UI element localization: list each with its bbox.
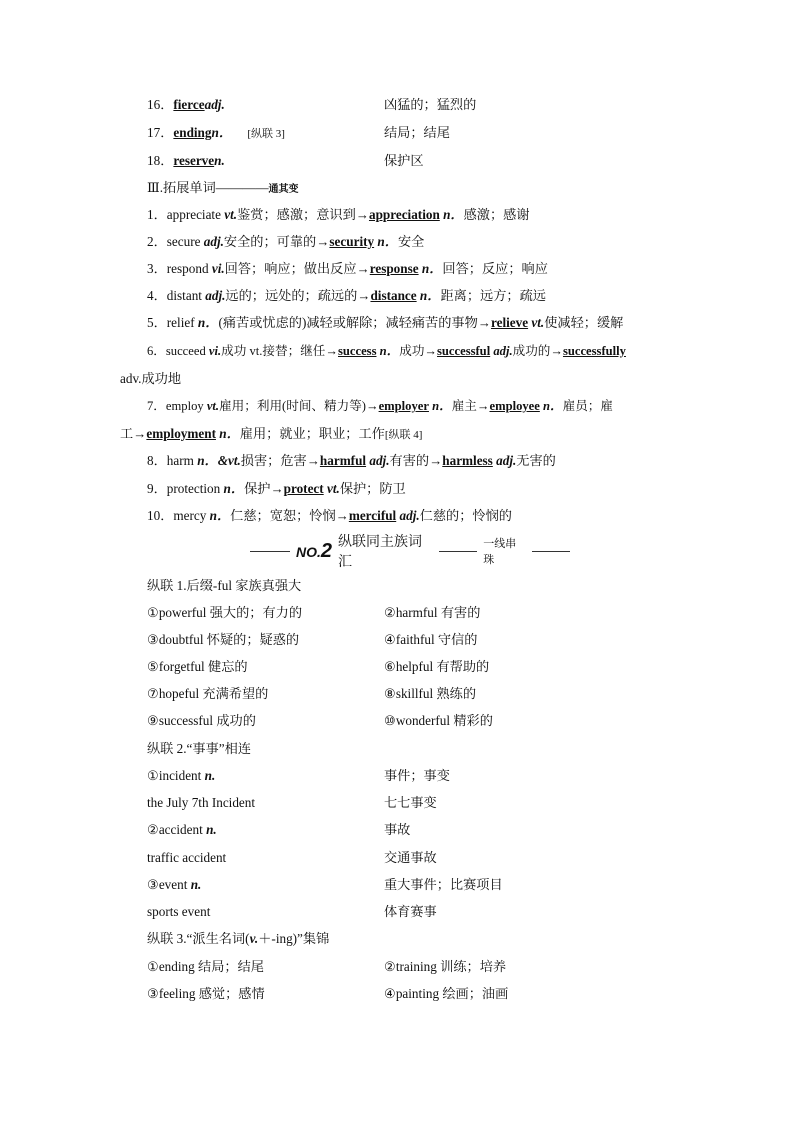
expand-item-7-cont <box>120 425 422 444</box>
derived-word: security <box>329 234 375 249</box>
word-meaning-16: 凶猛的；猛烈的 <box>384 97 477 112</box>
list-item: ④faithful 守信的 <box>384 632 478 647</box>
meaning: (痛苦或忧虑的)减轻或解除；减轻痛苦的事物→ <box>218 315 491 330</box>
meaning: 安全 <box>397 234 425 249</box>
part-of-speech: vt. <box>323 481 340 496</box>
part-of-speech: n． <box>211 125 233 140</box>
list-item-meaning: 事故 <box>384 822 411 837</box>
vocab-word: reserve <box>173 153 215 168</box>
list-item: ⑦hopeful 充满希望的 <box>147 686 269 701</box>
link-tag: [纵联 3] <box>247 128 285 140</box>
heading-part: 纵联 3.“派生名词( <box>147 931 250 946</box>
list-item-meaning: 体育赛事 <box>384 904 437 919</box>
expand-item-1 <box>147 206 530 224</box>
meaning: 感激；感谢 <box>463 207 530 222</box>
meaning: 雇主→ <box>451 399 490 413</box>
derived-word: success <box>338 344 377 358</box>
list-item <box>147 794 255 812</box>
list-item: ③feeling 感觉；感情 <box>147 986 265 1001</box>
banner-no-label: NO. <box>296 543 321 560</box>
term: traffic accident <box>147 850 227 865</box>
head-word: 7．employ <box>147 399 207 413</box>
list-item: ⑨successful 成功的 <box>147 713 256 728</box>
item-number: 18． <box>147 153 174 168</box>
derived-word: merciful <box>348 508 397 523</box>
expand-item-5 <box>147 314 623 332</box>
meaning: 回答；反应；响应 <box>442 261 548 276</box>
part-of-speech: n． <box>376 344 400 358</box>
meaning: 回答；响应；做出反应→ <box>224 261 370 276</box>
link3-heading <box>147 930 329 948</box>
list-item: ③doubtful 怀疑的；疑惑的 <box>147 632 300 647</box>
term: ②accident <box>147 822 207 837</box>
banner-rule <box>439 551 477 552</box>
part-of-speech: n. <box>206 822 217 837</box>
meaning: 安全的；可靠的→ <box>223 234 330 249</box>
list-item: ⑥helpful 有帮助的 <box>384 659 490 674</box>
part-of-speech: n． <box>374 234 398 249</box>
list-item: ⑤forgetful 健忘的 <box>147 659 248 674</box>
head-word: 8．harm <box>147 453 198 468</box>
term: ①incident <box>147 768 205 783</box>
meaning: 仁慈的；怜悯的 <box>419 508 512 523</box>
expand-item-3 <box>147 260 548 278</box>
part-of-speech: n. <box>204 768 216 783</box>
list-item: ②training 训练；培养 <box>384 959 507 974</box>
expand-item-9 <box>147 480 406 498</box>
derived-word: employee <box>489 399 540 413</box>
derived-word: successfully <box>562 344 626 358</box>
word-item-16 <box>147 96 225 114</box>
term: ③event <box>147 877 191 892</box>
meaning: 距离；远方；疏远 <box>440 288 546 303</box>
part-of-speech: n. <box>190 877 202 892</box>
meaning: 雇用；就业；职业；工作 <box>239 426 385 441</box>
vocab-word: fierce <box>173 97 205 112</box>
list-item: ④painting 绘画；油画 <box>384 986 509 1001</box>
banner-no-digit: 2 <box>320 539 333 562</box>
expand-item-10 <box>147 507 512 525</box>
derived-word: employer <box>378 399 429 413</box>
head-word: 4．distant <box>147 288 206 303</box>
term: sports event <box>147 904 211 919</box>
part-of-speech: n． <box>223 481 245 496</box>
head-word: 10．mercy <box>147 508 210 523</box>
section-title: Ⅲ.拓展单词 <box>147 180 216 195</box>
meaning: 工→ <box>120 426 147 441</box>
expand-item-7 <box>147 397 613 415</box>
list-item-meaning: 七七事变 <box>384 795 437 810</box>
section-banner <box>250 534 570 570</box>
item-number: 17． <box>147 125 174 140</box>
head-word: 2．secure <box>147 234 204 249</box>
meaning: 成功→ <box>399 344 438 358</box>
list-item: ⑧skillful 熟练的 <box>384 686 477 701</box>
list-item-meaning: 重大事件；比赛项目 <box>384 877 503 892</box>
link-tag: [纵联 4] <box>384 429 423 441</box>
list-item <box>147 821 217 839</box>
part-of-speech: n． <box>197 315 219 330</box>
part-of-speech: vt. <box>206 399 220 413</box>
heading-part: v. <box>249 931 259 946</box>
part-of-speech: vt. <box>224 207 238 222</box>
part-of-speech: adj. <box>205 288 226 303</box>
derived-word: protect <box>283 481 324 496</box>
section-subtitle: 通其变 <box>268 184 299 195</box>
banner-number <box>296 540 332 563</box>
list-item <box>147 767 215 785</box>
expand-item-6 <box>147 342 626 360</box>
derived-word: response <box>369 261 419 276</box>
list-item-meaning: 交通事故 <box>384 850 437 865</box>
expand-item-4 <box>147 287 546 305</box>
head-word: 3．respond <box>147 261 212 276</box>
part-of-speech: adj. <box>490 344 513 358</box>
derived-word: distance <box>370 288 417 303</box>
part-of-speech: n． <box>439 207 464 222</box>
derived-word: harmless <box>442 453 493 468</box>
meaning: 保护；防卫 <box>339 481 406 496</box>
part-of-speech: n．&vt. <box>197 453 241 468</box>
meaning: 使减轻；缓解 <box>544 315 624 330</box>
list-item: ②harmful 有害的 <box>384 605 481 620</box>
link1-heading: 纵联 1.后缀-ful 家族真强大 <box>147 578 302 593</box>
head-word: 1．appreciate <box>147 207 225 222</box>
part-of-speech: n． <box>215 426 240 441</box>
part-of-speech: n． <box>209 508 231 523</box>
word-meaning-18: 保护区 <box>384 153 424 168</box>
part-of-speech: n． <box>418 261 443 276</box>
list-item: ⑩wonderful 精彩的 <box>384 713 493 728</box>
list-item-meaning: 事件；事变 <box>384 768 450 783</box>
meaning: 雇员；雇 <box>562 399 613 413</box>
banner-rule <box>532 551 570 552</box>
word-item-18 <box>147 152 225 170</box>
part-of-speech: n． <box>428 399 452 413</box>
meaning: 远的；远处的；疏远的→ <box>225 288 371 303</box>
expand-item-2 <box>147 233 424 251</box>
list-item <box>147 876 201 894</box>
expand-item-8 <box>147 452 556 470</box>
derived-word: employment <box>146 426 216 441</box>
part-of-speech: n． <box>539 399 563 413</box>
meaning: 成功的→ <box>512 344 563 358</box>
meaning: 有害的→ <box>389 453 443 468</box>
head-word: 9．protection <box>147 481 224 496</box>
part-of-speech: adj. <box>203 234 224 249</box>
expand-item-6-cont: adv.成功地 <box>120 371 182 386</box>
item-number: 16． <box>147 97 174 112</box>
meaning: 成功 vt.接替；继任→ <box>221 344 338 358</box>
derived-word: successful <box>437 344 491 358</box>
banner-subtitle: 一线串珠 <box>483 537 517 566</box>
meaning: 无害的 <box>516 453 556 468</box>
word-meaning-17: 结局；结尾 <box>384 125 450 140</box>
part-of-speech: vt. <box>528 315 545 330</box>
derived-word: appreciation <box>368 207 440 222</box>
meaning: 仁慈；宽恕；怜悯→ <box>230 508 349 523</box>
part-of-speech: vi. <box>211 261 225 276</box>
heading-part: ＋-ing)”集锦 <box>258 931 330 946</box>
section-heading <box>147 179 299 199</box>
heading-dash: ———— <box>215 180 269 195</box>
term: the July 7th Incident <box>147 795 256 810</box>
head-word: 5．relief <box>147 315 198 330</box>
banner-title: 纵联同主族词汇 <box>338 534 423 570</box>
meaning: 保护→ <box>244 481 284 496</box>
part-of-speech: vi. <box>208 344 222 358</box>
meaning: 损害；危害→ <box>240 453 320 468</box>
derived-word: harmful <box>319 453 367 468</box>
meaning: 鉴赏；感激；意识到→ <box>237 207 369 222</box>
word-item-17 <box>147 124 285 143</box>
list-item <box>147 849 226 867</box>
head-word: 6．succeed <box>147 344 209 358</box>
part-of-speech: adj. <box>366 453 390 468</box>
part-of-speech: n． <box>416 288 441 303</box>
list-item <box>147 903 210 921</box>
derived-word: relieve <box>490 315 529 330</box>
list-item: ①powerful 强大的；有力的 <box>147 605 303 620</box>
part-of-speech: n. <box>214 153 225 168</box>
part-of-speech: adj. <box>492 453 517 468</box>
part-of-speech: adj. <box>396 508 420 523</box>
banner-rule <box>250 551 290 552</box>
meaning: 雇用；利用(时间、精力等)→ <box>219 399 379 413</box>
list-item: ①ending 结局；结尾 <box>147 959 264 974</box>
vocab-word: ending <box>173 125 212 140</box>
part-of-speech: adj. <box>204 97 225 112</box>
link2-heading: 纵联 2.“事事”相连 <box>147 741 252 756</box>
